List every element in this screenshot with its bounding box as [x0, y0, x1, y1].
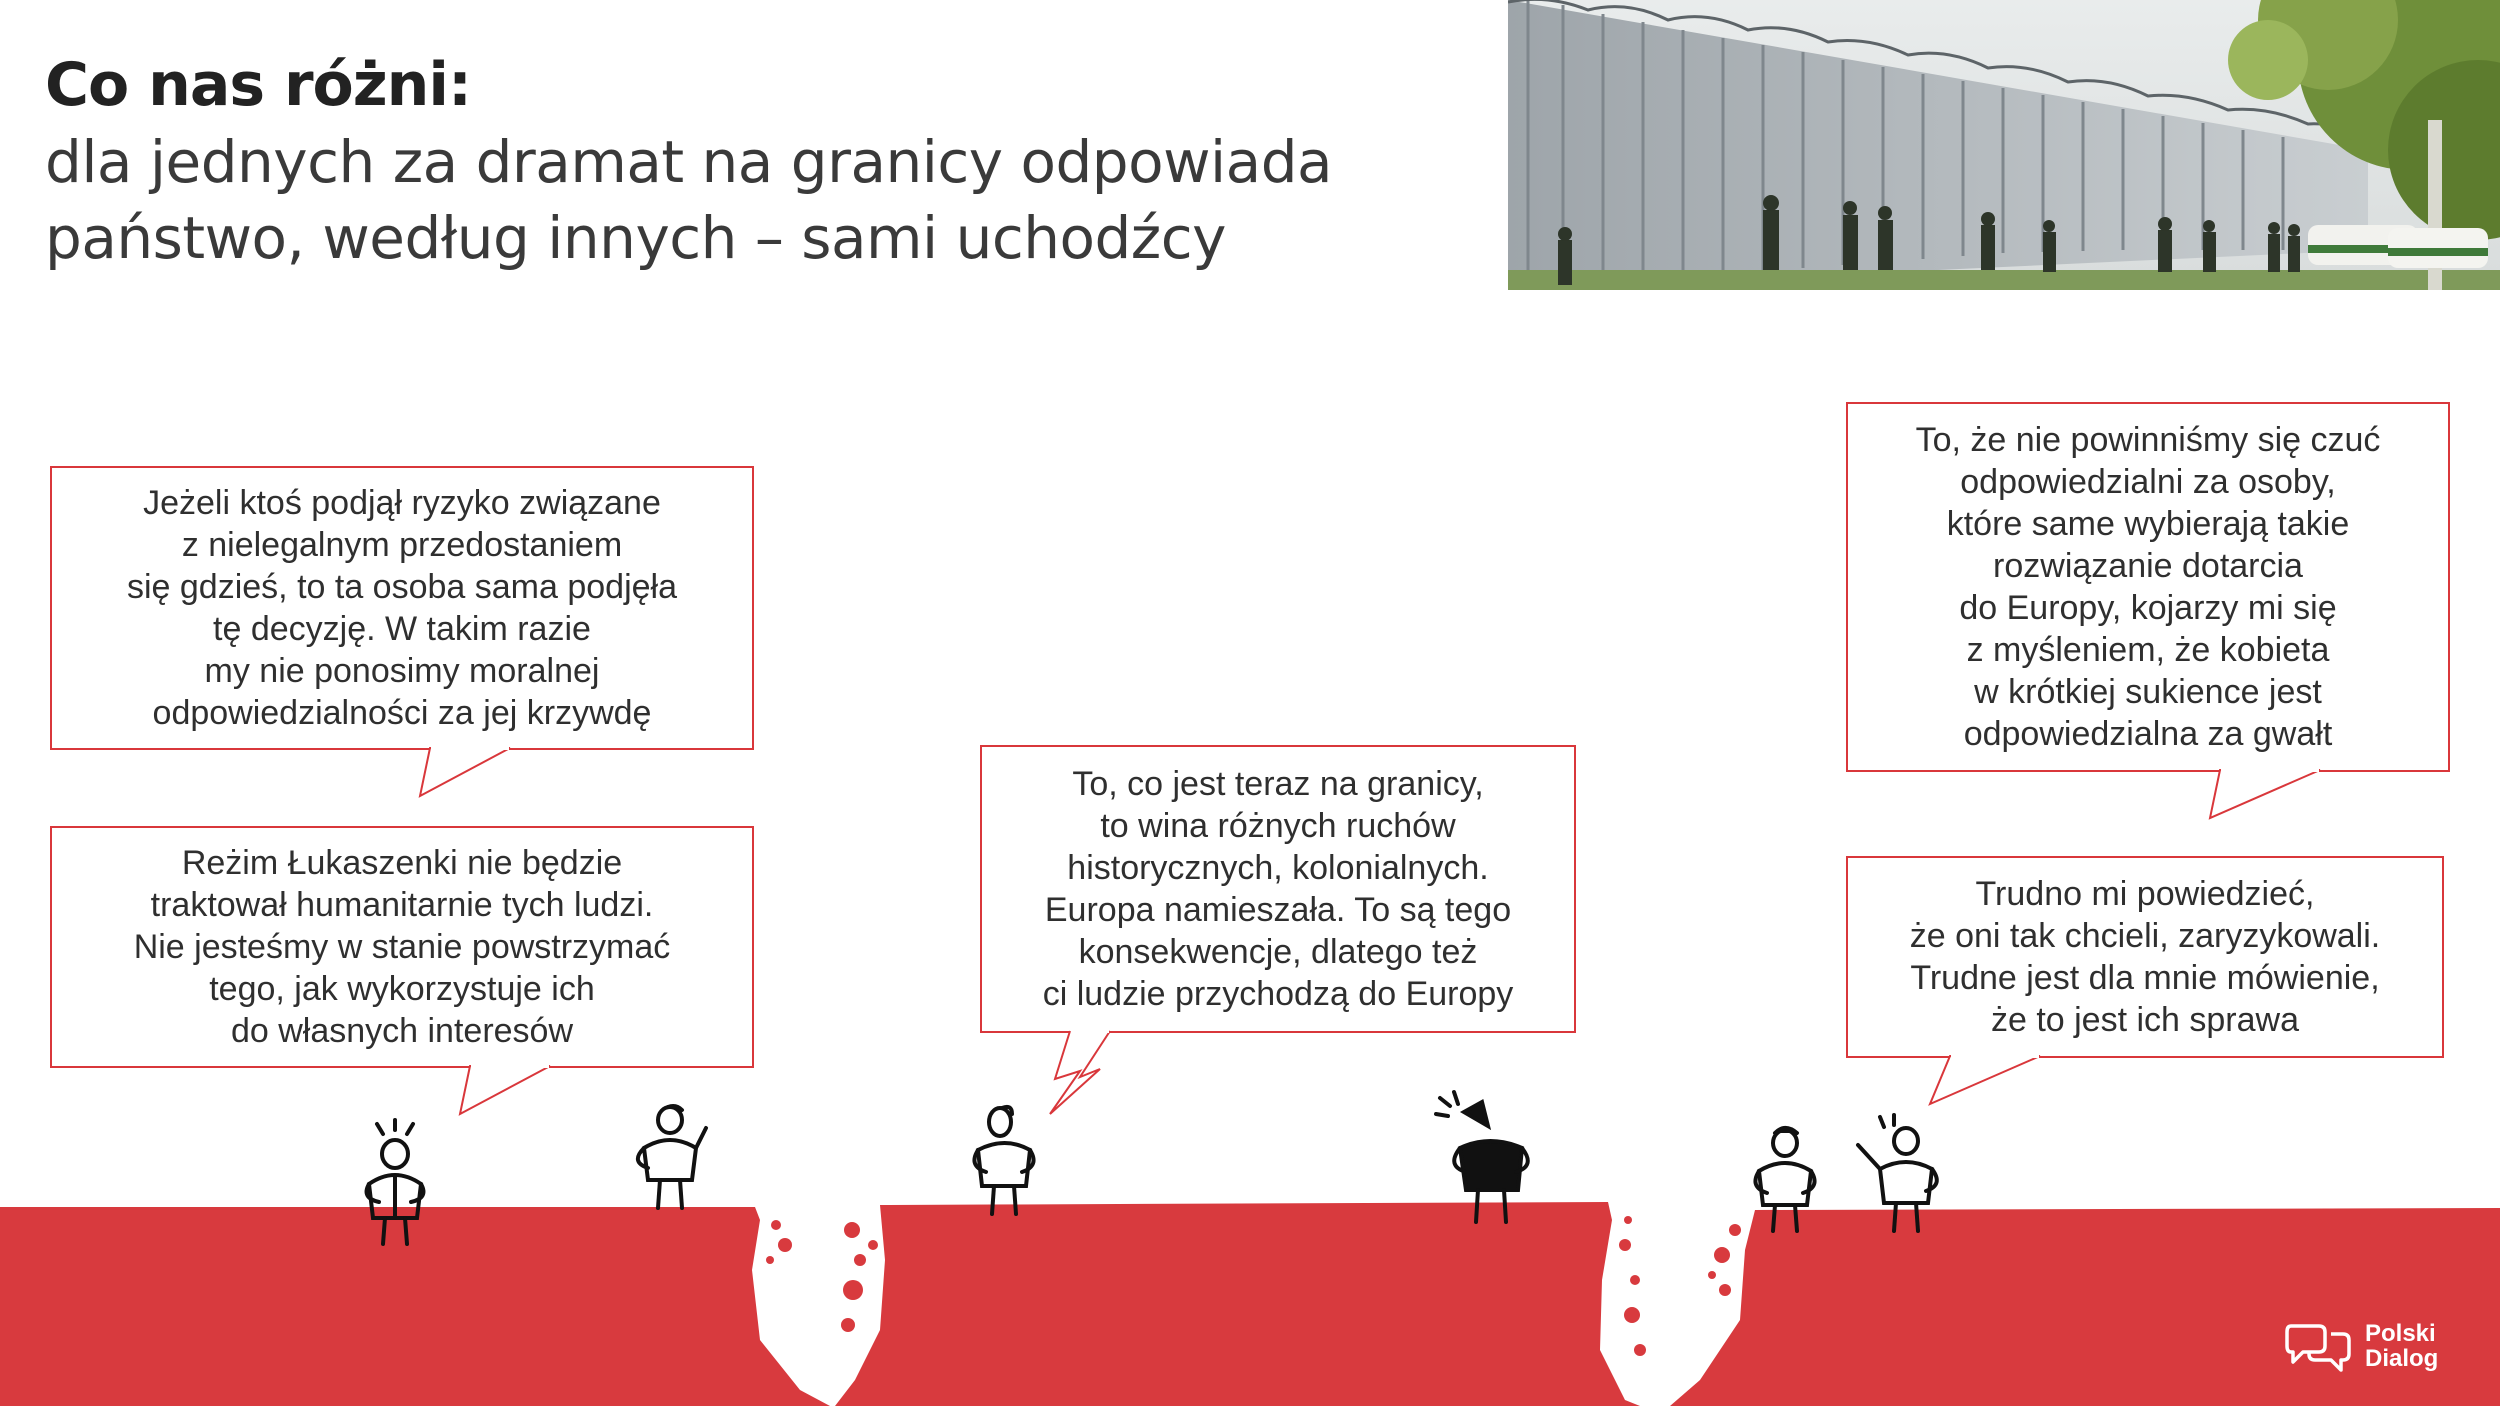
polski-dialog-logo [2285, 1320, 2438, 1372]
page-subtitle: dla jednych za dramat na granicy odpowiada państwo, według innych – sami uchodźcy [45, 128, 1333, 272]
quote-bubble-4-tail [2190, 768, 2340, 838]
figure-shocked [355, 1118, 435, 1248]
quote-bubble-1-tail [400, 746, 520, 806]
quote-bubble-4: To, że nie powinniśmy się czuć odpowiedzialni za osoby, które same wybierają takie rozwiązanie dotarcia do Europy, kojarzy mi się z myśleniem, że kobieta w krótkiej sukience jest odpowiedzialna za gwałt [1846, 402, 2450, 772]
figure-waving [620, 1102, 720, 1212]
figure-talking [960, 1102, 1050, 1222]
figure-gesturing [1850, 1115, 1950, 1235]
quote-bubble-3: To, co jest teraz na granicy, to wina różnych ruchów historycznych, kolonialnych. Europa namieszała. To są tego konsekwencje, dlatego też ci ludzie przychodzą do Europy [980, 745, 1576, 1033]
figure-thinking [1745, 1125, 1825, 1235]
quote-bubble-5: Trudno mi powiedzieć, że oni tak chcieli, zaryzykowali. Trudne jest dla mnie mówienie, że to jest ich sprawa [1846, 856, 2444, 1058]
quote-bubble-2-tail [450, 1064, 570, 1124]
page-title: Co nas różni: [45, 50, 471, 120]
logo-text: Polski Dialog [2365, 1320, 2439, 1372]
quote-bubble-3-tail [1040, 1029, 1140, 1119]
speech-bubbles-icon [2285, 1320, 2351, 1372]
quote-bubble-2: Reżim Łukaszenki nie będzie traktował humanitarnie tych ludzi. Nie jesteśmy w stanie powstrzymać tego, jak wykorzystuje ich do własnych interesów [50, 826, 754, 1068]
figure-shouting [1430, 1090, 1560, 1230]
border-wall-photo [1508, 0, 2500, 290]
quote-bubble-1: Jeżeli ktoś podjął ryzyko związane z nielegalnym przedostaniem się gdzieś, to ta osoba sama podjęła tę decyzję. W takim razie my nie ponosimy moralnej odpowiedzialności za jej krzywdę [50, 466, 754, 750]
quote-bubble-5-tail [1920, 1054, 2050, 1114]
